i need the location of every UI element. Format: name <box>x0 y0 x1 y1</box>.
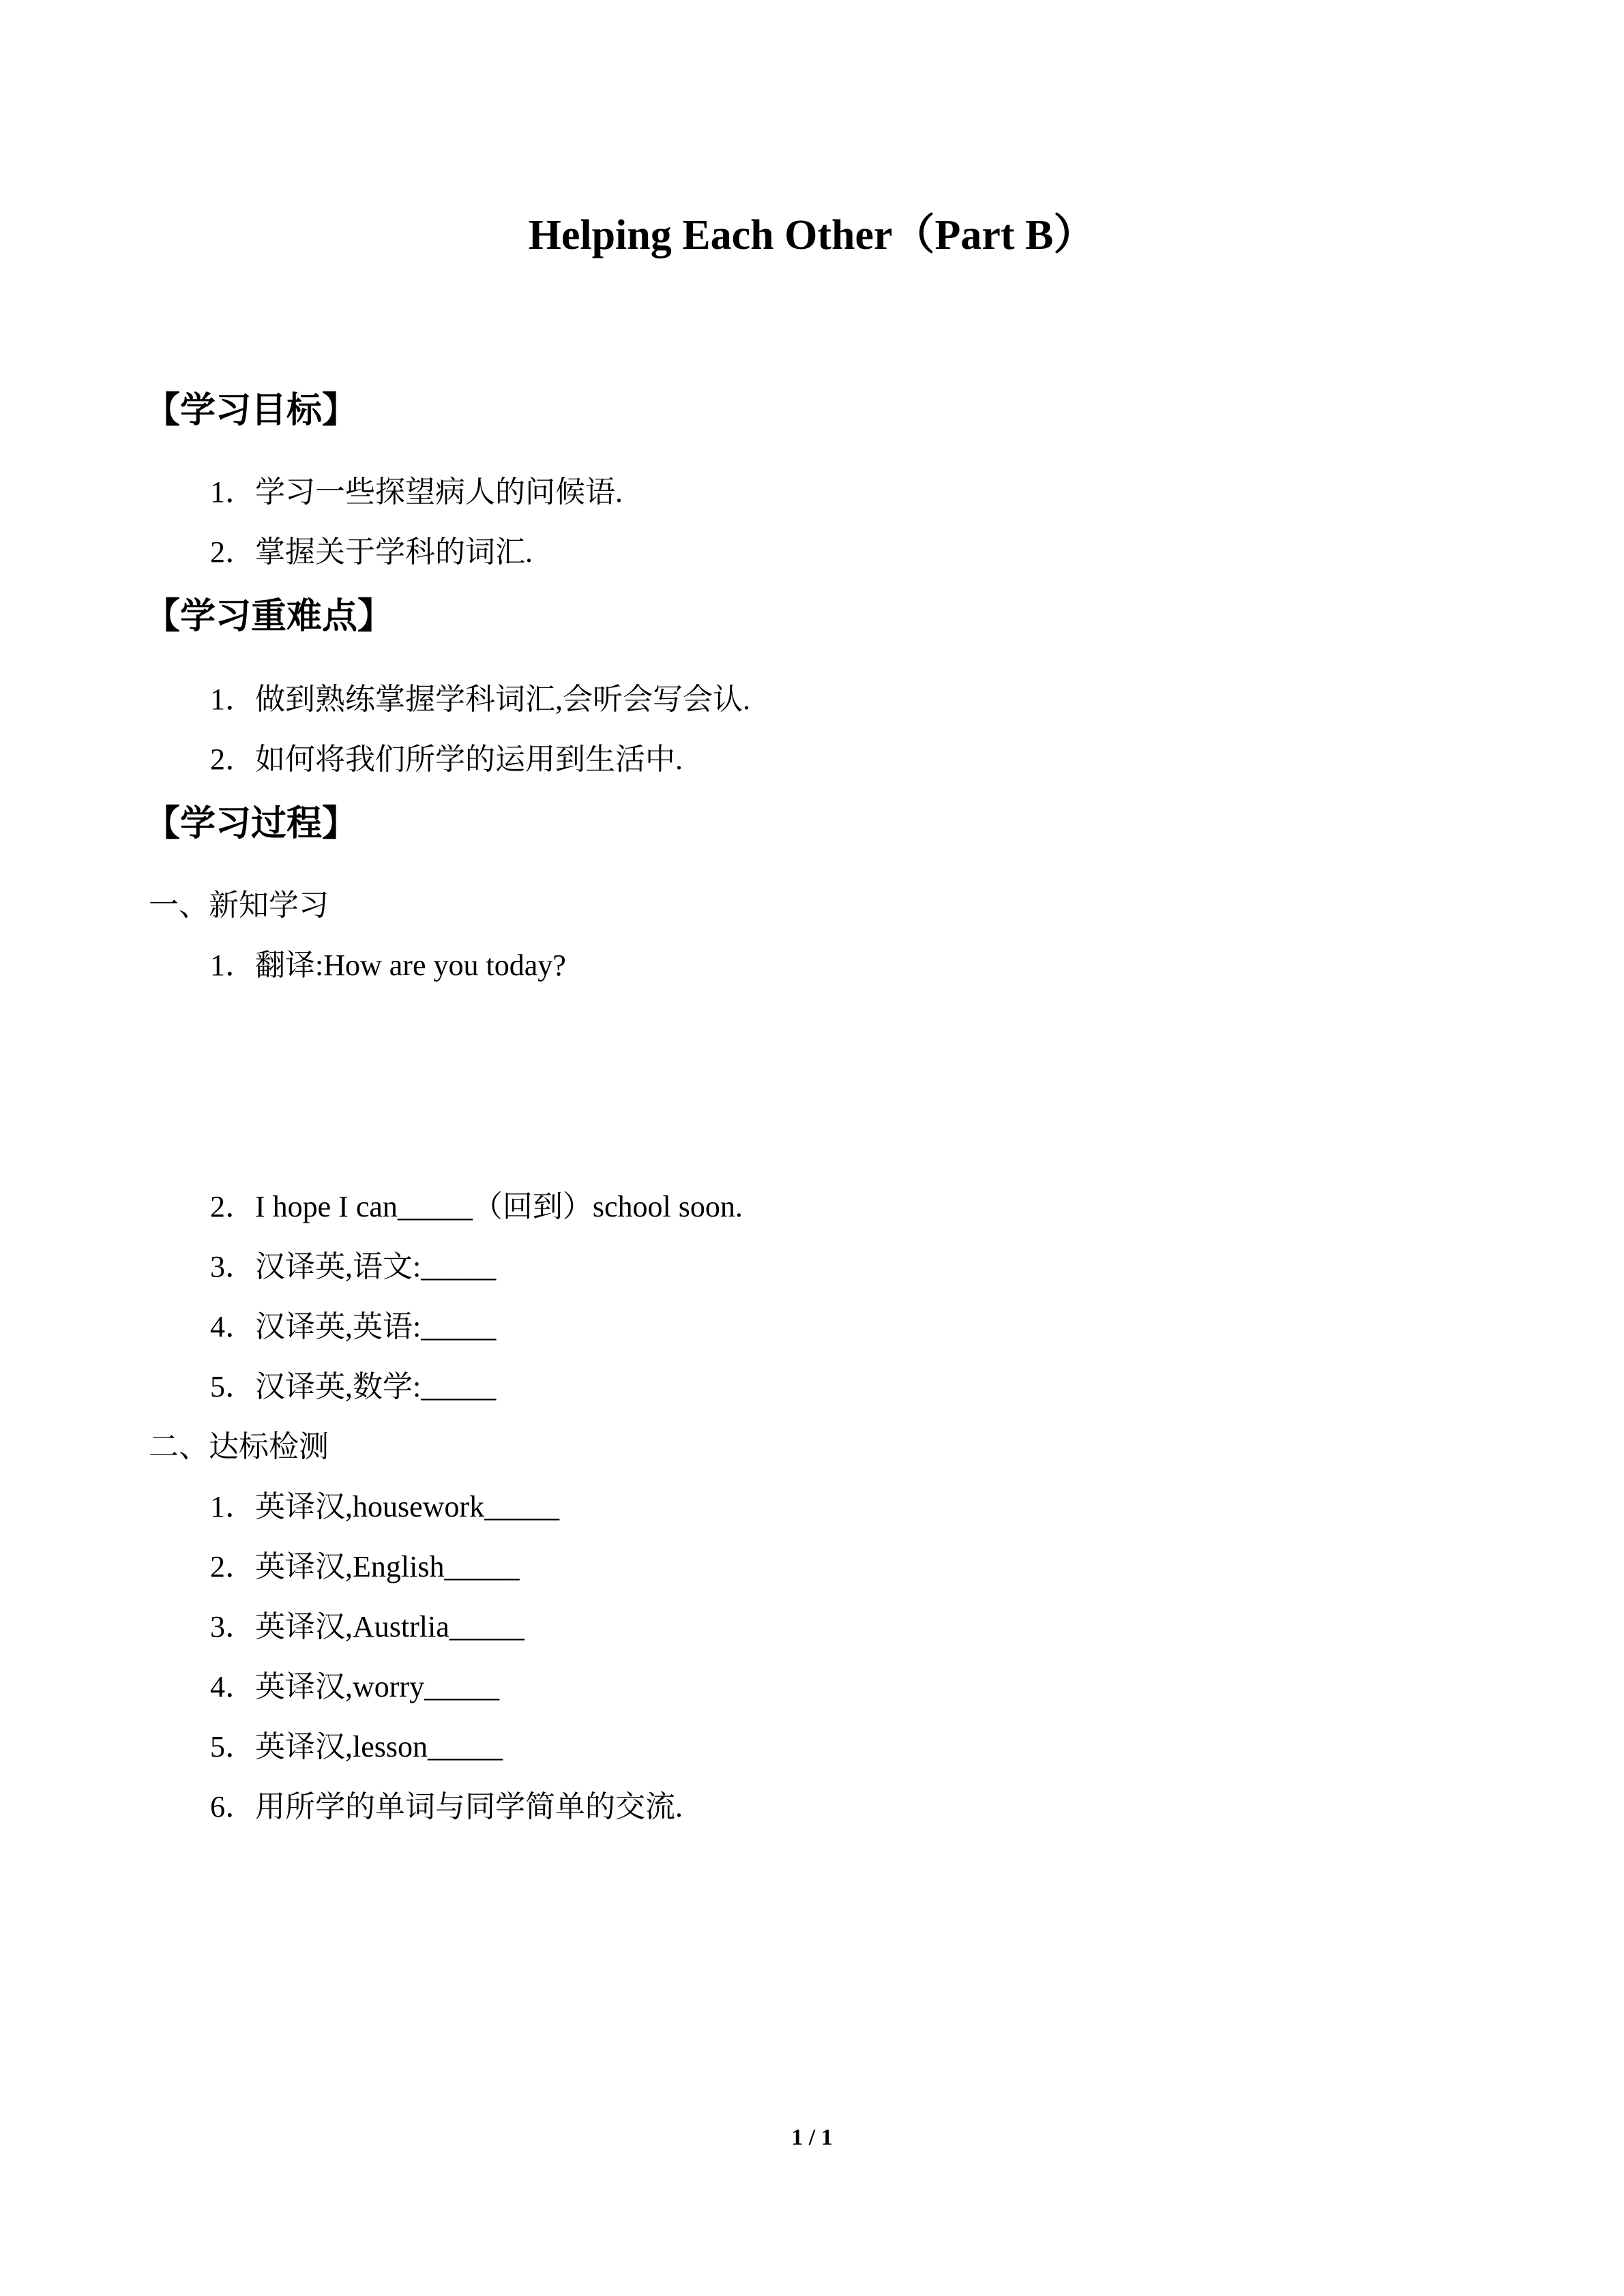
exercise-item: 2．I hope I can_____（回到）school soon. <box>210 1190 743 1223</box>
assessment-item: 2．英译汉,English_____ <box>210 1550 520 1583</box>
section-heading-key-points: 【学习重难点】 <box>145 596 394 637</box>
exercise-item: 3．汉译英,语文:_____ <box>210 1250 497 1283</box>
assessment-item: 6．用所学的单词与同学简单的交流. <box>210 1790 683 1823</box>
goal-item: 2．掌握关于学科的词汇. <box>210 535 533 569</box>
assessment-item: 1．英译汉,housework_____ <box>210 1490 560 1523</box>
section-heading-process: 【学习过程】 <box>145 803 358 844</box>
goal-item: 1．学习一些探望病人的问候语. <box>210 475 623 509</box>
assessment-item: 5．英译汉,lesson_____ <box>210 1730 503 1763</box>
document-title: Helping Each Other（Part B） <box>528 212 1096 258</box>
key-point-item: 1．做到熟练掌握学科词汇,会听会写会认. <box>210 683 750 716</box>
part-label-new-knowledge: 一、新知学习 <box>149 889 329 922</box>
exercise-item: 4．汉译英,英语:_____ <box>210 1310 497 1343</box>
assessment-item: 3．英译汉,Austrlia_____ <box>210 1610 525 1643</box>
key-point-item: 2．如何将我们所学的运用到生活中. <box>210 743 683 776</box>
section-heading-goals: 【学习目标】 <box>145 390 358 431</box>
page-number: 1 / 1 <box>791 2125 833 2150</box>
exercise-item: 5．汉译英,数学:_____ <box>210 1370 497 1403</box>
exercise-item: 1．翻译:How are you today? <box>210 949 566 982</box>
assessment-item: 4．英译汉,worry_____ <box>210 1670 500 1703</box>
part-label-assessment: 二、达标检测 <box>149 1430 329 1463</box>
